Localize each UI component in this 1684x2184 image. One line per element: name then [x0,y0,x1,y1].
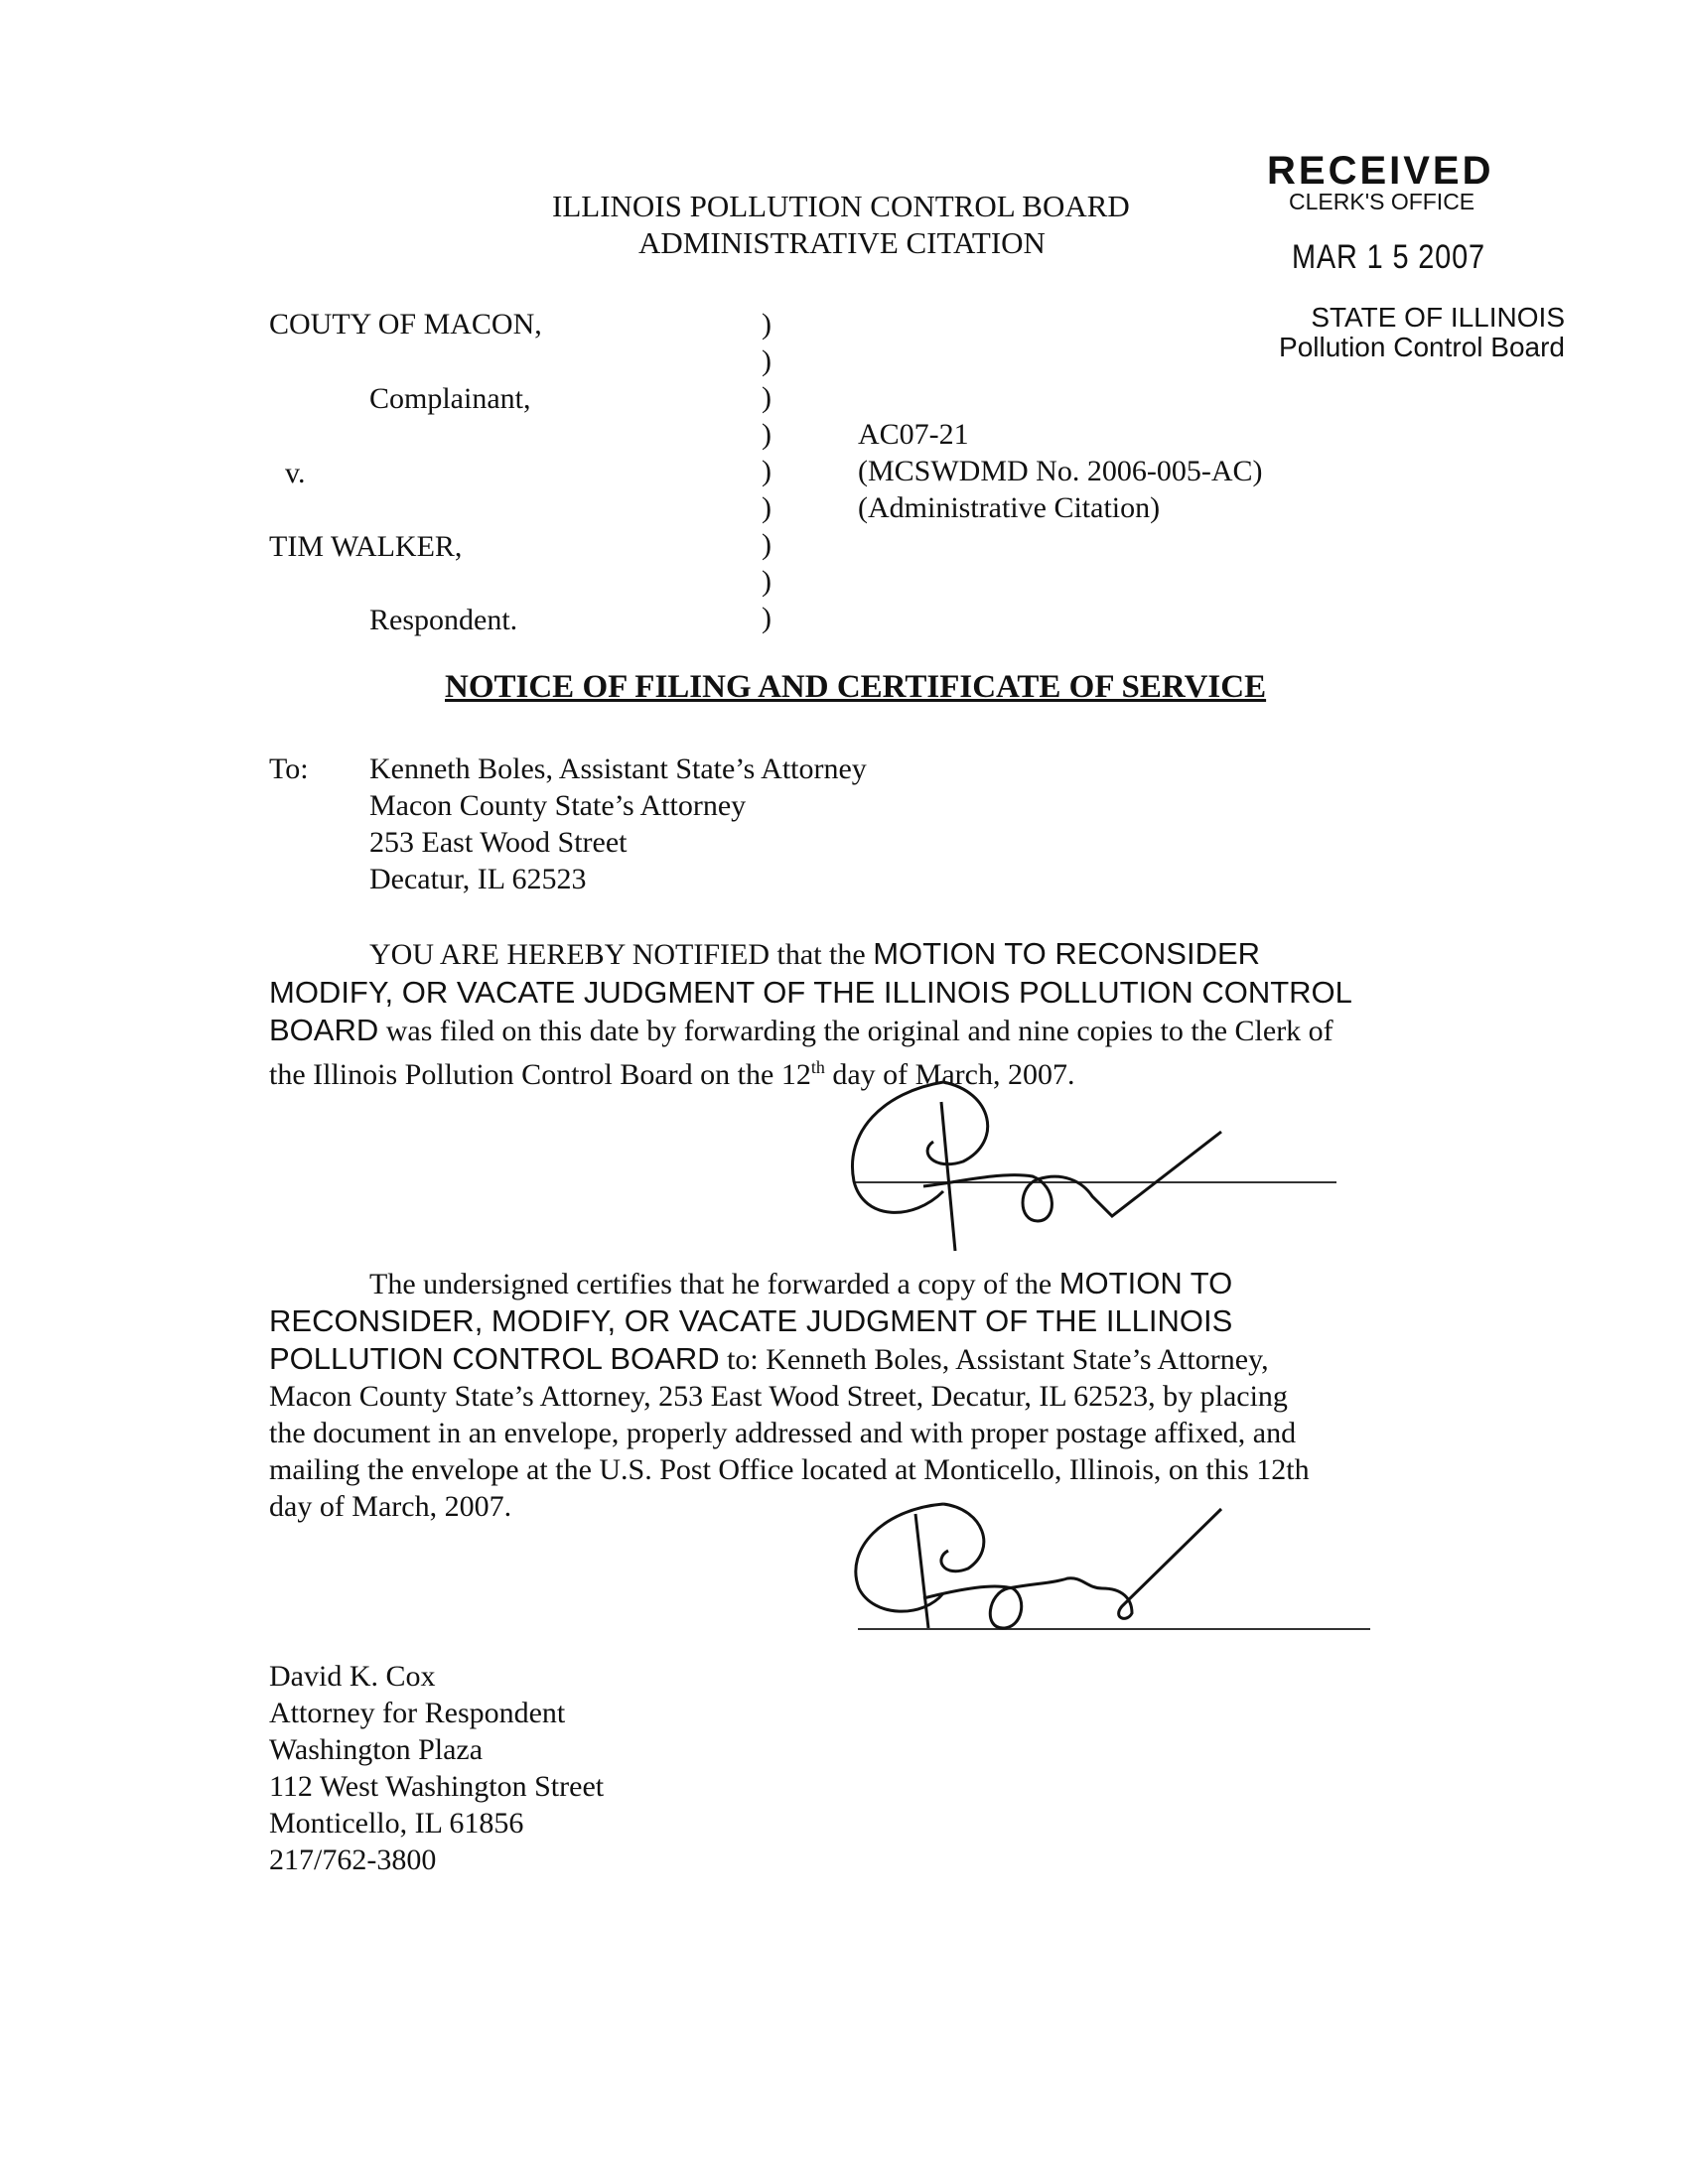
ordinal-suffix: th [810,1057,825,1077]
attorney-line: Attorney for Respondent [269,1697,566,1729]
complainant-name: COUTY OF MACON, [269,308,542,341]
motion-title: MOTION TO [1058,1266,1233,1300]
header-citation: ADMINISTRATIVE CITATION [638,225,1046,260]
attorney-line: Washington Plaza [269,1733,484,1766]
notice-line-3 [269,1012,1333,1050]
received-stamp-date: MAR 1 5 2007 [1292,238,1485,276]
to-address-line: Kenneth Boles, Assistant State’s Attorney [369,752,867,785]
signature-1 [824,1072,1241,1231]
notice-text: YOU ARE HEREBY NOTIFIED that the [369,938,874,971]
motion-title: MOTION TO RECONSIDER [873,936,1261,971]
complainant-role: Complainant, [369,382,531,415]
respondent-role: Respondent. [369,604,518,636]
attorney-line: Monticello, IL 61856 [269,1807,524,1840]
certify-line-3 [269,1340,1269,1379]
attorney-line: 217/762-3800 [269,1843,437,1876]
attorney-line: 112 West Washington Street [269,1770,605,1803]
header-board: ILLINOIS POLLUTION CONTROL BOARD [552,189,1130,223]
caption-paren: ) [762,528,772,561]
motion-title: MODIFY, OR VACATE JUDGMENT OF THE ILLINOIS POLLUTION CONTROL [269,975,1352,1010]
certify-text: to: Kenneth Boles, Assistant State’s Attorney, [719,1343,1269,1376]
stamp-board-line: Pollution Control Board [1279,332,1565,362]
case-number: AC07-21 [858,418,969,451]
notice-line-1 [369,935,1260,974]
stamp-state-line: STATE OF ILLINOIS [1311,302,1565,333]
document-title: NOTICE OF FILING AND CERTIFICATE OF SERVICE [445,669,1267,705]
notice-text: the Illinois Pollution Control Board on the 12 [269,1058,811,1091]
caption-paren: ) [762,344,772,377]
signature-2 [834,1489,1251,1638]
motion-title: RECONSIDER, MODIFY, OR VACATE JUDGMENT OF THE ILLINOIS [269,1303,1233,1338]
mcswdmd-number: (MCSWDMD No. 2006-005-AC) [858,455,1263,487]
motion-title: POLLUTION CONTROL BOARD [269,1341,720,1376]
to-label: To: [269,752,309,785]
caption-paren: ) [762,491,772,524]
case-type: (Administrative Citation) [858,491,1161,524]
received-stamp-office: CLERK'S OFFICE [1289,189,1475,214]
certify-line-4: Macon County State’s Attorney, 253 East Wood Street, Decatur, IL 62523, by placing [269,1380,1288,1413]
respondent-name: TIM WALKER, [269,530,463,563]
certify-line-1 [369,1265,1232,1303]
caption-paren: ) [762,381,772,414]
received-stamp-state [1249,303,1565,362]
notice-text: was filed on this date by forwarding the original and nine copies to the Clerk of [378,1015,1333,1047]
motion-title: BOARD [269,1013,379,1047]
to-address-line: 253 East Wood Street [369,826,628,859]
caption-paren: ) [762,308,772,341]
to-address-line: Macon County State’s Attorney [369,789,747,822]
to-address-line: Decatur, IL 62523 [369,863,587,895]
versus: v. [285,457,306,489]
notice-text: day of March, 2007. [824,1058,1075,1091]
certify-text: The undersigned certifies that he forwarded a copy of the [369,1268,1059,1300]
certify-line-5: the document in an envelope, properly addressed and with proper postage affixed, and [269,1417,1297,1449]
caption-paren: ) [762,455,772,487]
attorney-line: David K. Cox [269,1660,436,1693]
caption-paren: ) [762,418,772,451]
caption-paren: ) [762,565,772,598]
received-stamp-title: RECEIVED [1267,149,1494,193]
certify-line-6: mailing the envelope at the U.S. Post Office located at Monticello, Illinois, on this 12th [269,1453,1310,1486]
certify-line-7: day of March, 2007. [269,1490,512,1523]
caption-paren: ) [762,602,772,634]
